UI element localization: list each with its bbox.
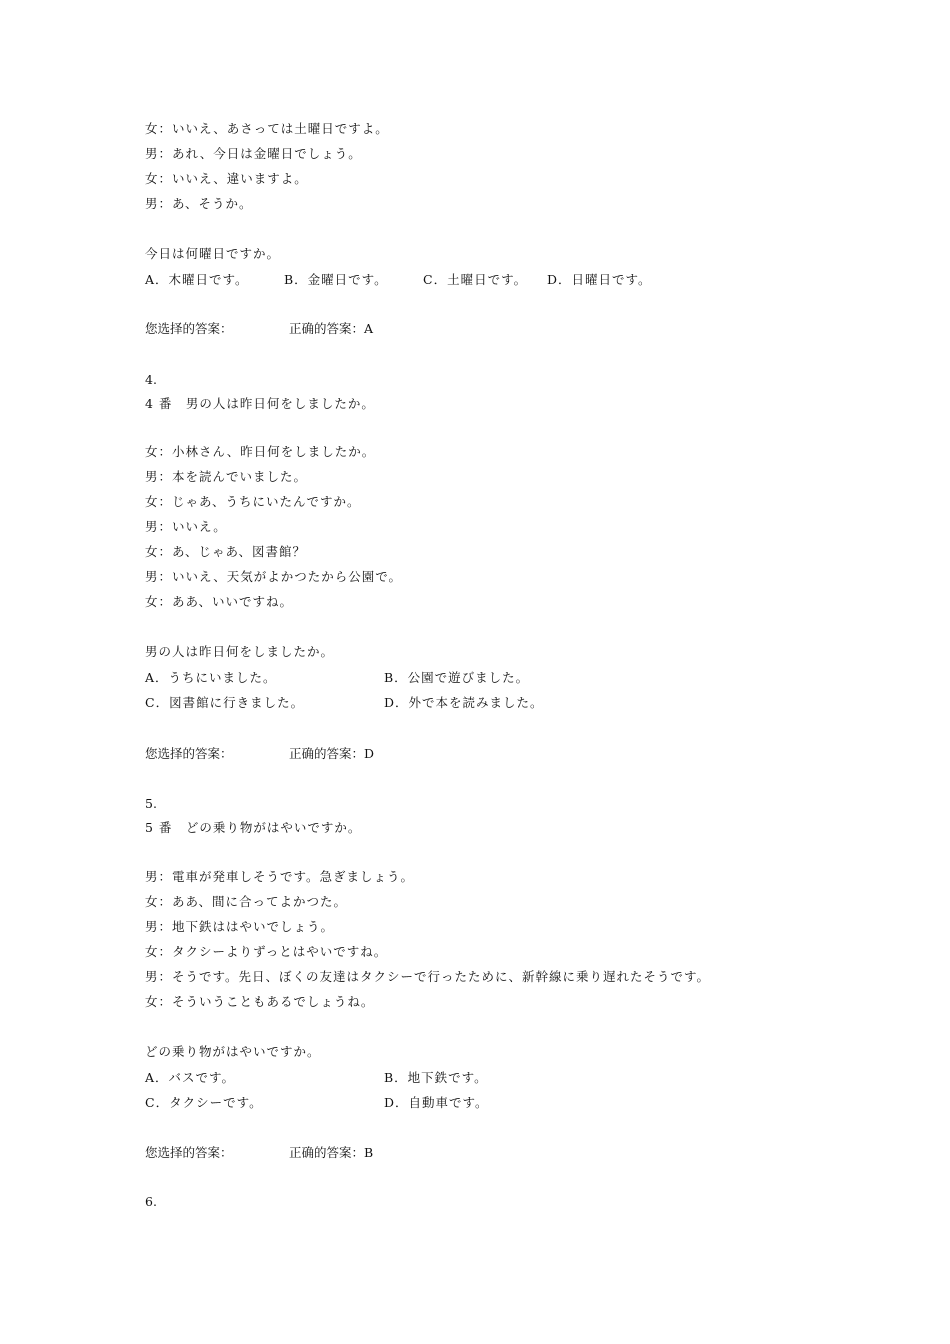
option-c: C．タクシーです。 — [145, 1095, 263, 1110]
dialogue-line: 男：あれ、今日は金曜日でしょう。 — [145, 146, 362, 161]
option-b: B．金曜日です。 — [284, 272, 388, 287]
dialogue-line: 女：じゃあ、うちにいたんですか。 — [145, 494, 361, 509]
question-number: 6. — [145, 1194, 157, 1209]
your-answer-label: 您选择的答案： — [145, 321, 233, 336]
option-a: A．木曜日です。 — [145, 272, 249, 287]
correct-answer: 正确的答案：D — [289, 746, 375, 761]
option-a: A．バスです。 — [145, 1070, 236, 1085]
option-c: C．図書館に行きました。 — [145, 695, 305, 710]
question-number: 5. — [145, 796, 157, 811]
option-d: D．自動車です。 — [384, 1095, 489, 1110]
option-b: B．公園で遊びました。 — [384, 670, 530, 685]
question-title: 4 番 男の人は昨日何をしましたか。 — [145, 396, 375, 411]
option-a: A．うちにいました。 — [145, 670, 277, 685]
dialogue-line: 男：いいえ。 — [145, 519, 227, 534]
dialogue-line: 男：いいえ、天気がよかつたから公園で。 — [145, 569, 403, 584]
option-d: D．外で本を読みました。 — [384, 695, 544, 710]
option-c: C．土曜日です。 — [423, 272, 528, 287]
dialogue-line: 女：ああ、間に合ってよかつた。 — [145, 894, 348, 909]
dialogue-line: 男：あ、そうか。 — [145, 196, 253, 211]
your-answer-label: 您选择的答案： — [145, 746, 233, 761]
question-text: 男の人は昨日何をしましたか。 — [145, 644, 335, 659]
question-text: 今日は何曜日ですか。 — [145, 246, 281, 261]
dialogue-line: 女：タクシーよりずっとはやいですね。 — [145, 944, 388, 959]
question-number: 4. — [145, 372, 157, 387]
dialogue-line: 女：あ、じゃあ、図書館？ — [145, 544, 307, 559]
answer-row — [145, 1145, 374, 1161]
dialogue-line: 男：電車が発車しそうです。急ぎましょう。 — [145, 869, 415, 884]
dialogue-line: 男：本を読んでいました。 — [145, 469, 308, 484]
dialogue-line: 女：いいえ、違いますよ。 — [145, 171, 308, 186]
dialogue-line: 女：そういうこともあるでしょうね。 — [145, 994, 375, 1009]
your-answer-label: 您选择的答案： — [145, 1145, 233, 1160]
answer-row — [145, 746, 375, 762]
dialogue-line: 男：地下鉄ははやいでしょう。 — [145, 919, 335, 934]
question-title: 5 番 どの乗り物がはやいですか。 — [145, 820, 362, 835]
correct-answer: 正确的答案：A — [289, 321, 374, 336]
dialogue-line: 女：いいえ、あさっては土曜日ですよ。 — [145, 121, 389, 136]
correct-answer: 正确的答案：B — [289, 1145, 374, 1160]
dialogue-line: 女：ああ、いいですね。 — [145, 594, 294, 609]
dialogue-line: 男：そうです。先日、ぼくの友達はタクシーで行ったために、新幹線に乗り遅れたそうです。 — [145, 969, 711, 984]
answer-row — [145, 321, 374, 337]
question-text: どの乗り物がはやいですか。 — [145, 1044, 321, 1059]
option-b: B．地下鉄です。 — [384, 1070, 488, 1085]
dialogue-line: 女：小林さん、昨日何をしましたか。 — [145, 444, 376, 459]
option-d: D．日曜日です。 — [547, 272, 652, 287]
